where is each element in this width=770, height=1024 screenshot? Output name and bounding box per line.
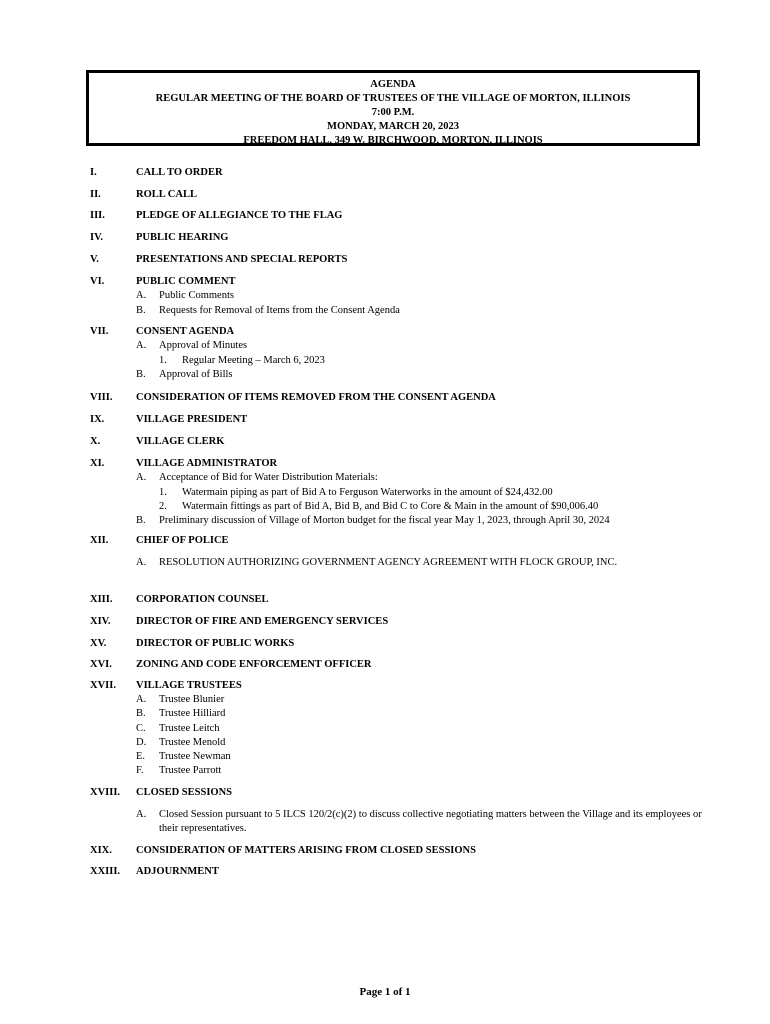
sub-item-letter: B. — [136, 369, 146, 380]
header-location: FREEDOM HALL, 349 W. BIRCHWOOD, MORTON, ILLINOIS — [243, 135, 543, 146]
sub-item-text: Trustee Blunier — [159, 694, 225, 705]
header-title: AGENDA — [370, 79, 416, 90]
item-title: PRESENTATIONS AND SPECIAL REPORTS — [136, 254, 348, 265]
item-title: ROLL CALL — [136, 189, 197, 200]
sub-item-letter: F. — [136, 765, 144, 776]
item-title: PUBLIC HEARING — [136, 232, 229, 243]
item-number: XV. — [90, 638, 107, 649]
page-number: Page 1 of 1 — [359, 986, 411, 998]
item-title: CALL TO ORDER — [136, 167, 223, 178]
sub-item-letter: B. — [136, 515, 146, 526]
sub-item-letter: A. — [136, 557, 147, 568]
sub-item-letter: C. — [136, 723, 146, 734]
sub-item-letter: E. — [136, 751, 146, 762]
sub-item-letter: A. — [136, 290, 147, 301]
item-number: VI. — [90, 276, 105, 287]
sub-item-letter: A. — [136, 809, 147, 820]
item-title: PLEDGE OF ALLEGIANCE TO THE FLAG — [136, 210, 343, 221]
header-date: MONDAY, MARCH 20, 2023 — [327, 121, 459, 132]
item-title: PUBLIC COMMENT — [136, 276, 236, 287]
item-number: VIII. — [90, 392, 113, 403]
item-title: DIRECTOR OF PUBLIC WORKS — [136, 638, 295, 649]
sub-item-text: Public Comments — [159, 290, 234, 301]
sub-item-text: Trustee Menold — [159, 737, 226, 748]
item-title: VILLAGE PRESIDENT — [136, 414, 248, 425]
sub-item-text: Trustee Parrott — [159, 765, 222, 776]
item-title: VILLAGE CLERK — [136, 436, 225, 447]
sub-item-letter: D. — [136, 737, 147, 748]
sub-item-text: Requests for Removal of Items from the Consent Agenda — [159, 305, 400, 316]
item-number: III. — [90, 210, 105, 221]
item-title: CONSENT AGENDA — [136, 326, 235, 337]
sub-item-text: Approval of Minutes — [159, 340, 248, 351]
item-number: V. — [90, 254, 99, 265]
header-meeting: REGULAR MEETING OF THE BOARD OF TRUSTEES OF THE VILLAGE OF MORTON, ILLINOIS — [155, 93, 631, 104]
item-title: ZONING AND CODE ENFORCEMENT OFFICER — [136, 659, 372, 670]
sub-sub-item-text: Regular Meeting – March 6, 2023 — [182, 355, 325, 366]
item-title: ADJOURNMENT — [136, 866, 219, 877]
sub-sub-item-text: Watermain fittings as part of Bid A, Bid B, and Bid C to Core & Main in the amount of $90,006.40 — [182, 501, 599, 512]
sub-item-text: Closed Session pursuant to 5 ILCS 120/2(c)(2) to discuss collective negotiating matters between the Village and its employees or their representatives. — [159, 809, 702, 835]
sub-item-text: Acceptance of Bid for Water Distribution Materials: — [159, 472, 378, 483]
header-time: 7:00 P.M. — [371, 107, 415, 118]
item-title: CONSIDERATION OF MATTERS ARISING FROM CLOSED SESSIONS — [136, 845, 476, 856]
sub-item-letter: B. — [136, 708, 146, 719]
item-title: CLOSED SESSIONS — [136, 787, 233, 798]
item-title: DIRECTOR OF FIRE AND EMERGENCY SERVICES — [136, 616, 389, 627]
item-number: XVII. — [90, 680, 116, 691]
item-title: CHIEF OF POLICE — [136, 535, 229, 546]
item-title: CORPORATION COUNSEL — [136, 594, 269, 605]
item-number: XI. — [90, 458, 105, 469]
agenda-header — [86, 70, 700, 146]
item-number: XII. — [90, 535, 109, 546]
item-number: XIX. — [90, 845, 112, 856]
sub-item-letter: A. — [136, 694, 147, 705]
item-title: CONSIDERATION OF ITEMS REMOVED FROM THE CONSENT AGENDA — [136, 392, 496, 403]
sub-item-text: Trustee Leitch — [159, 723, 220, 734]
sub-sub-item-text: Watermain piping as part of Bid A to Ferguson Waterworks in the amount of $24,432.00 — [182, 487, 553, 498]
item-number: XVIII. — [90, 787, 121, 798]
item-title: VILLAGE ADMINISTRATOR — [136, 458, 278, 469]
item-number: X. — [90, 436, 101, 447]
item-number: XXIII. — [90, 866, 121, 877]
sub-item-text: Approval of Bills — [159, 369, 233, 380]
item-title: VILLAGE TRUSTEES — [136, 680, 242, 691]
item-number: II. — [90, 189, 101, 200]
item-number: XIII. — [90, 594, 113, 605]
sub-item-letter: B. — [136, 305, 146, 316]
item-number: I. — [90, 167, 97, 178]
sub-item-text: Trustee Hilliard — [159, 708, 226, 719]
sub-item-text: Trustee Newman — [159, 751, 231, 762]
item-number: VII. — [90, 326, 109, 337]
sub-sub-item-number: 2. — [159, 501, 167, 512]
sub-item-text: Preliminary discussion of Village of Morton budget for the fiscal year May 1, 2023, through April 30, 2024 — [159, 515, 610, 526]
sub-item-letter: A. — [136, 472, 147, 483]
item-number: IV. — [90, 232, 103, 243]
sub-sub-item-number: 1. — [159, 487, 167, 498]
sub-item-text: RESOLUTION AUTHORIZING GOVERNMENT AGENCY AGREEMENT WITH FLOCK GROUP, INC. — [159, 557, 618, 568]
item-number: IX. — [90, 414, 105, 425]
sub-item-letter: A. — [136, 340, 147, 351]
item-number: XIV. — [90, 616, 111, 627]
item-number: XVI. — [90, 659, 112, 670]
sub-sub-item-number: 1. — [159, 355, 167, 366]
